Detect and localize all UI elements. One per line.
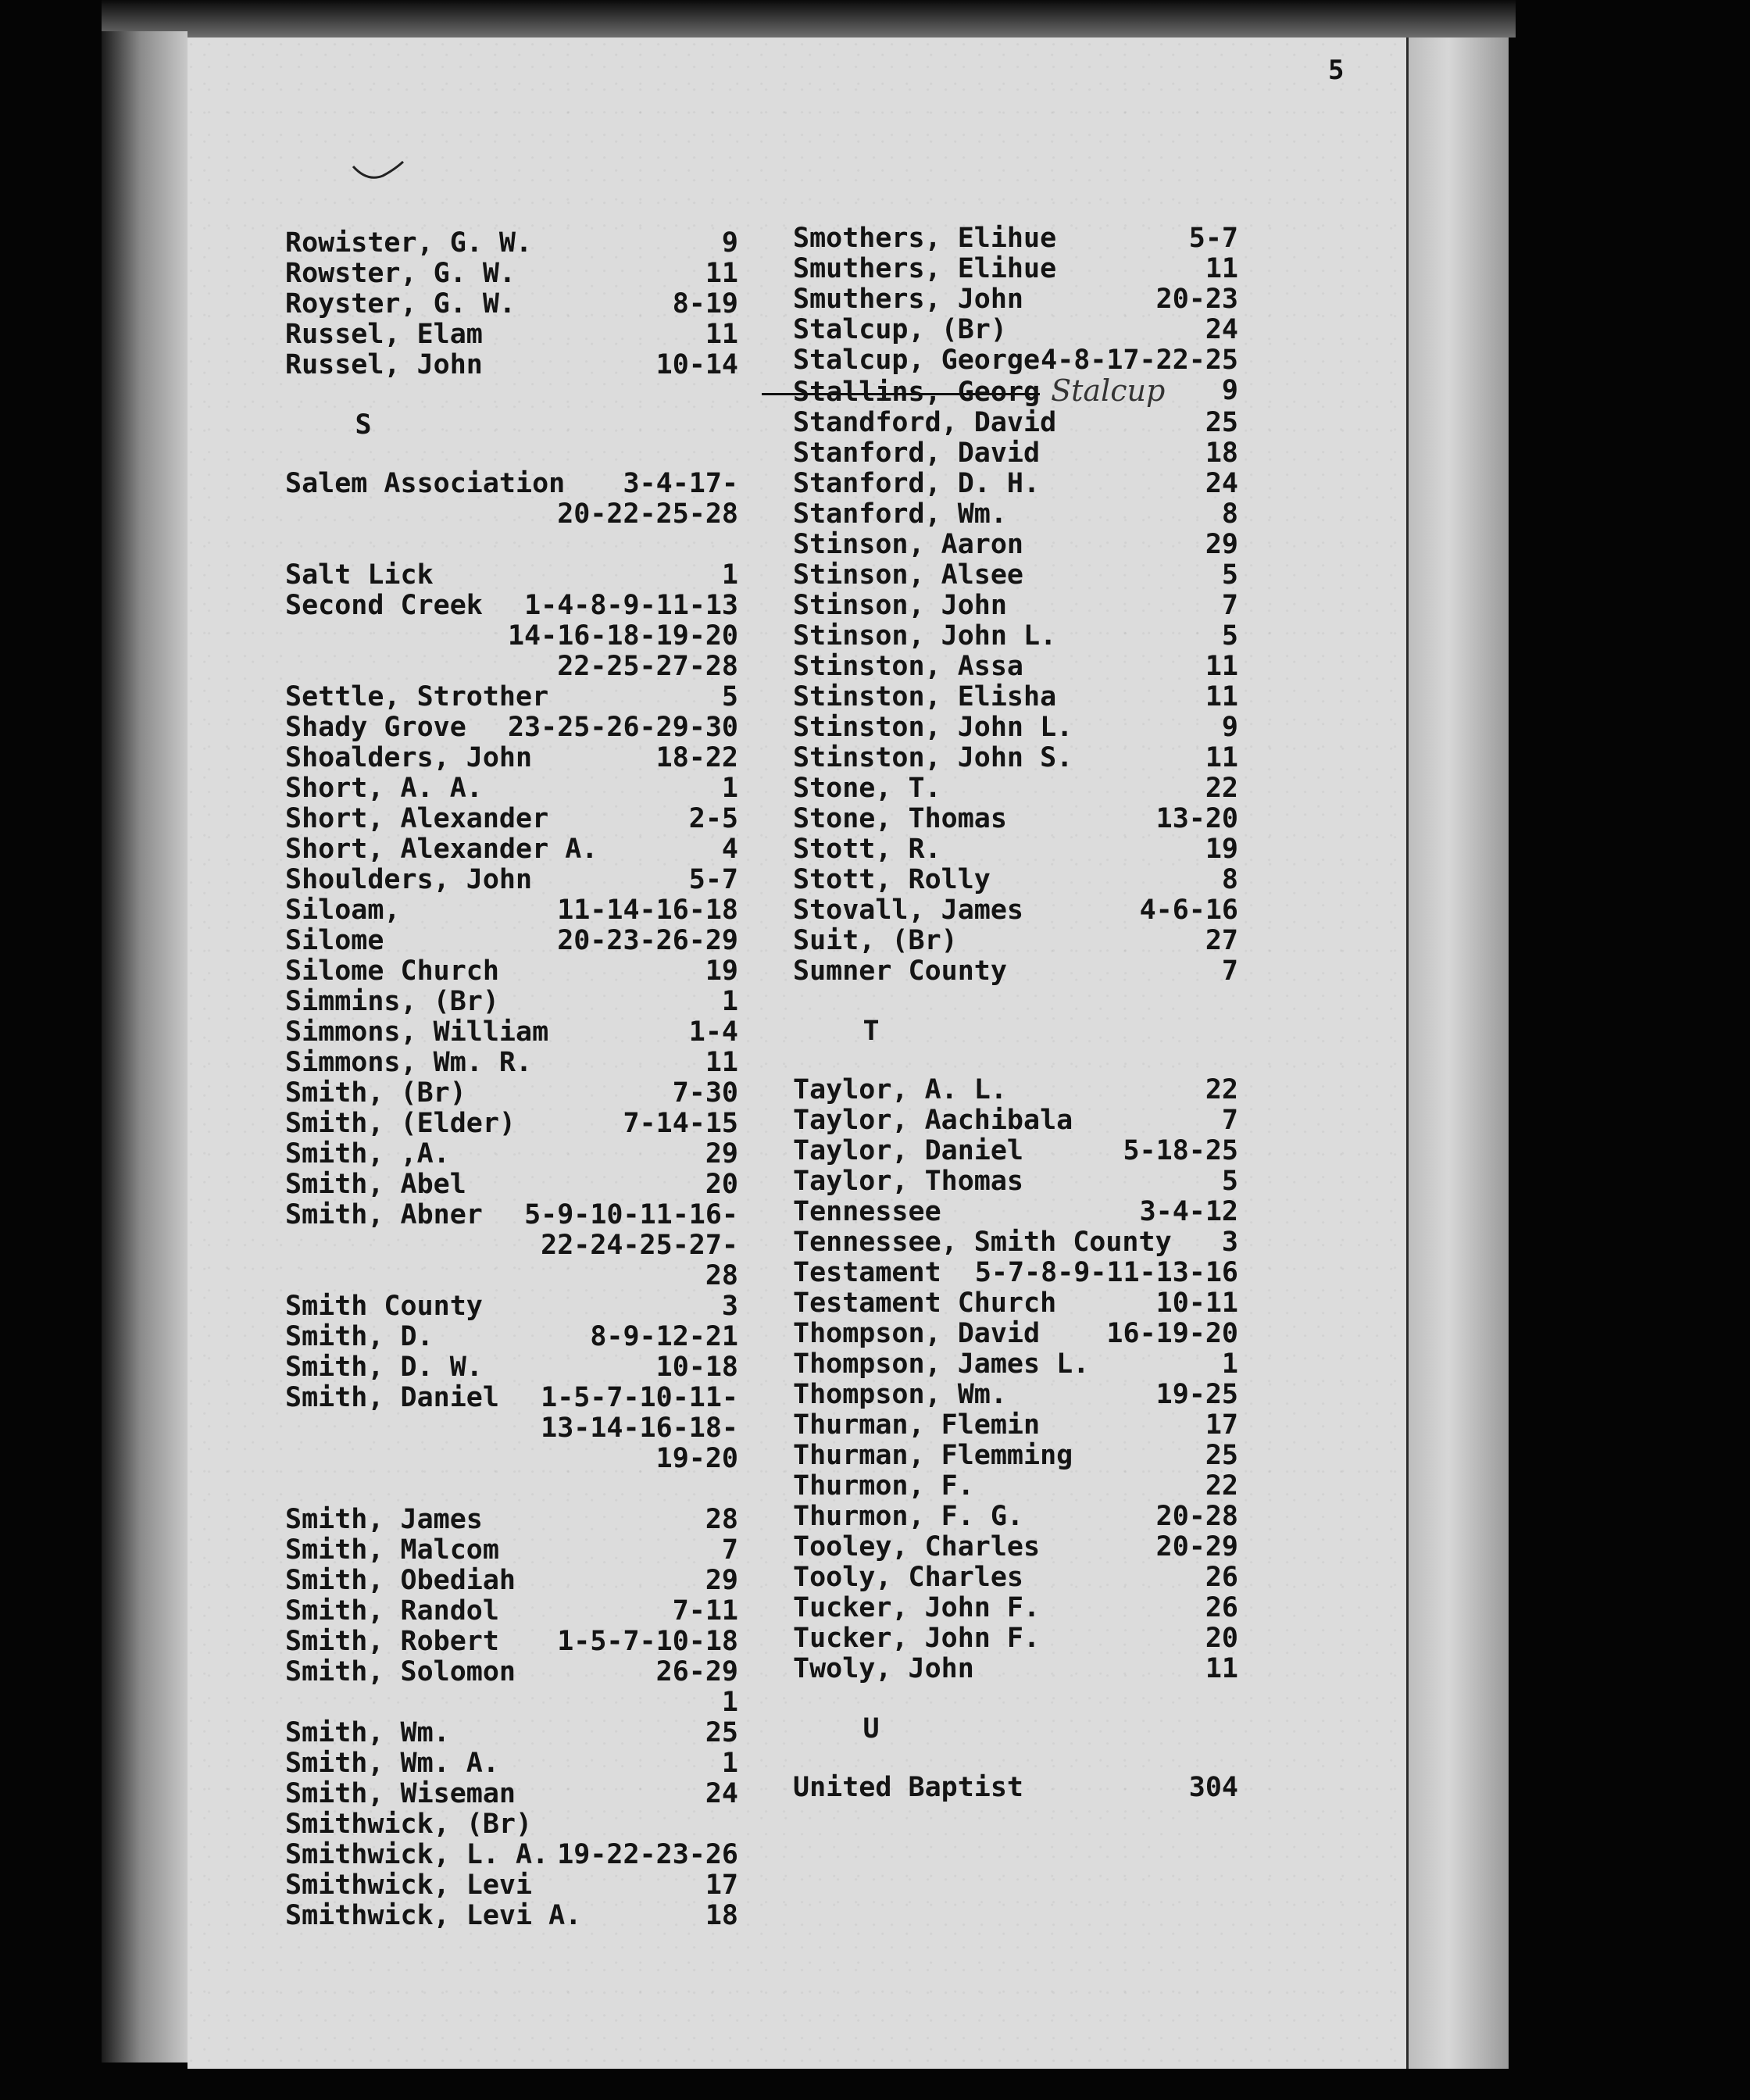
index-entry bbox=[793, 743, 1238, 773]
index-entry bbox=[285, 895, 738, 926]
entry-name: Suit, (Br) bbox=[793, 925, 958, 956]
index-entry bbox=[793, 315, 1238, 345]
entry-pages: 22 bbox=[1205, 1074, 1238, 1105]
entry-pages: 24 bbox=[1205, 468, 1238, 499]
entry-pages: 4-8-17-22-25 bbox=[1041, 345, 1238, 376]
entry-pages: 10-14 bbox=[655, 349, 738, 380]
index-column-left bbox=[285, 228, 738, 1931]
entry-name: Taylor, Daniel bbox=[793, 1135, 1024, 1166]
entry-name: Stinston, John L. bbox=[793, 712, 1073, 743]
entry-pages: 17 bbox=[1205, 1409, 1238, 1441]
entry-name: Smithwick, L. A. bbox=[285, 1839, 549, 1870]
entry-name: Stinson, John L. bbox=[793, 620, 1057, 652]
entry-name: Smith, D. bbox=[285, 1321, 434, 1352]
index-entry bbox=[793, 621, 1238, 652]
entry-name: Salt Lick bbox=[285, 559, 434, 591]
entry-pages: 5 bbox=[1221, 1166, 1238, 1197]
entry-name: Tooley, Charles bbox=[793, 1531, 1041, 1562]
entry-pages: 5-7 bbox=[688, 864, 738, 895]
entry-name: Stinson, John bbox=[793, 590, 1007, 621]
entry-pages: 22 bbox=[1205, 1470, 1238, 1502]
entry-pages: 19-22-23-26 bbox=[557, 1839, 738, 1870]
entry-pages: 27 bbox=[1205, 925, 1238, 956]
entry-name: Stovall, James bbox=[793, 895, 1024, 926]
entry-pages: 7 bbox=[1221, 955, 1238, 987]
index-entry bbox=[793, 652, 1238, 682]
index-entry bbox=[285, 1017, 738, 1048]
entry-name: Smith County bbox=[285, 1291, 483, 1322]
index-entry bbox=[285, 987, 738, 1017]
entry-name: Salem Association bbox=[285, 468, 566, 499]
entry-name: Smith, Abel bbox=[285, 1169, 466, 1200]
entry-name: Smithwick, Levi bbox=[285, 1870, 533, 1901]
entry-pages: 1-5-7-10-11- bbox=[541, 1382, 738, 1413]
index-entry bbox=[793, 1349, 1238, 1380]
entry-pages: 11 bbox=[1205, 651, 1238, 682]
entry-pages: 24 bbox=[705, 1778, 738, 1809]
entry-pages: 8-19 bbox=[672, 288, 738, 320]
entry-name: Thurman, Flemin bbox=[793, 1409, 1041, 1441]
entry-pages: 11 bbox=[1205, 253, 1238, 284]
index-entry bbox=[285, 1170, 738, 1200]
entry-pages: 5-18-25 bbox=[1123, 1135, 1238, 1166]
index-entry bbox=[285, 1200, 738, 1230]
entry-name: Second Creek bbox=[285, 590, 483, 621]
index-entry bbox=[793, 682, 1238, 712]
scan-left-margin bbox=[102, 31, 188, 2062]
entry-name: Stallins, Georg bbox=[793, 377, 1041, 408]
entry-pages: 20-28 bbox=[1155, 1501, 1238, 1532]
index-entry bbox=[285, 1596, 738, 1627]
entry-pages: 8 bbox=[1221, 498, 1238, 530]
index-entry bbox=[285, 1078, 738, 1109]
entry-name: Smith, Randol bbox=[285, 1595, 499, 1627]
entry-pages: 25 bbox=[1205, 1440, 1238, 1471]
index-entry bbox=[793, 284, 1238, 315]
entry-pages: 4-6-16 bbox=[1139, 895, 1238, 926]
index-entry bbox=[285, 773, 738, 804]
entry-pages: 25 bbox=[1205, 407, 1238, 438]
entry-name: Stalcup, George bbox=[793, 345, 1041, 376]
entry-name: Rowister, G. W. bbox=[285, 227, 533, 259]
entry-name: Short, Alexander bbox=[285, 803, 549, 834]
entry-name: Smith, (Elder) bbox=[285, 1108, 516, 1139]
entry-name: Tucker, John F. bbox=[793, 1592, 1041, 1623]
index-entry bbox=[793, 254, 1238, 284]
entry-name: Smithwick, Levi A. bbox=[285, 1900, 582, 1931]
entry-pages: 11 bbox=[705, 1047, 738, 1078]
entry-pages-continued: 22-25-27-28 bbox=[557, 651, 738, 682]
index-entry bbox=[793, 1593, 1238, 1623]
entry-pages: 1 bbox=[721, 986, 738, 1017]
entry-name: Stanford, D. H. bbox=[793, 468, 1041, 499]
entry-pages: 11 bbox=[1205, 742, 1238, 773]
index-entry bbox=[285, 560, 738, 591]
index-entry bbox=[793, 1319, 1238, 1349]
index-entry bbox=[285, 1566, 738, 1596]
spacer bbox=[285, 530, 738, 560]
entry-pages: 9 bbox=[721, 227, 738, 259]
entry-name: Tennessee bbox=[793, 1196, 941, 1227]
entry-pages: 11 bbox=[1205, 681, 1238, 712]
index-entry bbox=[285, 712, 738, 743]
entry-name: Shoalders, John bbox=[285, 742, 533, 773]
scan-top-border bbox=[102, 0, 1516, 38]
index-entry bbox=[793, 373, 1238, 408]
index-entry bbox=[793, 1410, 1238, 1441]
index-entry bbox=[285, 1840, 738, 1870]
entry-name: Testament bbox=[793, 1257, 941, 1288]
entry-pages-continued: 28 bbox=[705, 1260, 738, 1291]
entry-name: Smith, Solomon bbox=[285, 1656, 516, 1688]
entry-pages: 26 bbox=[1205, 1562, 1238, 1593]
entry-name: Tooly, Charles bbox=[793, 1562, 1024, 1593]
index-entry bbox=[793, 345, 1238, 376]
entry-pages: 20-29 bbox=[1155, 1531, 1238, 1562]
index-entry bbox=[793, 1136, 1238, 1166]
index-entry bbox=[285, 1322, 738, 1352]
entry-pages-continued: 14-16-18-19-20 bbox=[507, 620, 738, 652]
entry-pages: 9 bbox=[1221, 375, 1238, 406]
index-entry bbox=[793, 438, 1238, 469]
entry-pages-continued: 13-14-16-18- bbox=[541, 1412, 738, 1444]
entry-name: Testament Church bbox=[793, 1288, 1057, 1319]
entry-pages: 11 bbox=[705, 258, 738, 289]
index-entry bbox=[285, 1352, 738, 1383]
index-entry bbox=[285, 1748, 738, 1779]
index-entry bbox=[285, 865, 738, 895]
entry-name: Thurmon, F. bbox=[793, 1470, 974, 1502]
index-entry bbox=[285, 469, 738, 499]
entry-pages: 8-9-12-21 bbox=[590, 1321, 738, 1352]
index-entry bbox=[285, 1383, 738, 1413]
entry-pages: 29 bbox=[1205, 529, 1238, 560]
entry-name: Stott, R. bbox=[793, 834, 941, 865]
entry-name: Twoly, John bbox=[793, 1653, 974, 1684]
entry-name: Stinston, Assa bbox=[793, 651, 1024, 682]
entry-pages-continued: 19-20 bbox=[655, 1443, 738, 1474]
entry-pages: 19 bbox=[705, 955, 738, 987]
index-entry bbox=[793, 223, 1238, 254]
entry-pages: 18 bbox=[1205, 438, 1238, 469]
pencil-check-mark bbox=[352, 160, 406, 184]
entry-pages: 1 bbox=[721, 1687, 738, 1718]
entry-pages: 1-5-7-10-18 bbox=[557, 1626, 738, 1657]
entry-name: Smith, D. W. bbox=[285, 1352, 483, 1383]
index-entry bbox=[793, 1471, 1238, 1502]
entry-name: Smuthers, Elihue bbox=[793, 253, 1057, 284]
index-entry bbox=[285, 1109, 738, 1139]
index-entry bbox=[793, 1258, 1238, 1288]
entry-pages: 5 bbox=[1221, 559, 1238, 591]
index-entry bbox=[793, 1654, 1238, 1684]
entry-name: Tennessee, Smith County bbox=[793, 1227, 1172, 1258]
entry-name: Smith, Malcom bbox=[285, 1534, 499, 1566]
index-entry bbox=[793, 804, 1238, 834]
index-entry bbox=[285, 682, 738, 712]
entry-name: Thurmon, F. G. bbox=[793, 1501, 1024, 1532]
entry-name: Thompson, David bbox=[793, 1318, 1041, 1349]
index-entry bbox=[793, 773, 1238, 804]
entry-pages: 13-20 bbox=[1155, 803, 1238, 834]
entry-pages: 5-7-8-9-11-13-16 bbox=[974, 1257, 1238, 1288]
entry-pages: 1 bbox=[721, 1748, 738, 1779]
entry-pages: 19-25 bbox=[1155, 1379, 1238, 1410]
index-entry bbox=[793, 1623, 1238, 1654]
entry-pages: 17 bbox=[705, 1870, 738, 1901]
index-entry bbox=[793, 712, 1238, 743]
page-number: 5 bbox=[1328, 55, 1345, 86]
entry-name: Stanford, David bbox=[793, 438, 1041, 469]
entry-pages: 28 bbox=[705, 1504, 738, 1535]
spacer bbox=[285, 1474, 738, 1505]
index-entry bbox=[285, 1139, 738, 1170]
entry-name: Rowster, G. W. bbox=[285, 258, 516, 289]
entry-name: Taylor, A. L. bbox=[793, 1074, 1007, 1105]
entry-name: Smuthers, John bbox=[793, 284, 1024, 315]
entry-name: Smith, Wiseman bbox=[285, 1778, 516, 1809]
entry-pages: 5 bbox=[721, 681, 738, 712]
entry-name: Short, A. A. bbox=[285, 773, 483, 804]
entry-name: Stone, T. bbox=[793, 773, 941, 804]
entry-pages: 1 bbox=[1221, 1348, 1238, 1380]
entry-name: Standford, David bbox=[793, 407, 1057, 438]
entry-name: Smith, Obediah bbox=[285, 1565, 516, 1596]
index-entry bbox=[285, 289, 738, 320]
entry-pages: 1 bbox=[721, 773, 738, 804]
entry-pages: 7-30 bbox=[672, 1077, 738, 1109]
entry-name: Siloam, bbox=[285, 895, 401, 926]
entry-name: Stinston, John S. bbox=[793, 742, 1073, 773]
entry-pages: 5-7 bbox=[1188, 223, 1238, 254]
index-column-right bbox=[793, 223, 1238, 1803]
index-entry bbox=[793, 1105, 1238, 1136]
entry-name: Silome bbox=[285, 925, 384, 956]
entry-pages: 23-25-26-29-30 bbox=[507, 712, 738, 743]
entry-pages: 7 bbox=[1221, 590, 1238, 621]
index-entry bbox=[285, 804, 738, 834]
entry-name: Smith, (Br) bbox=[285, 1077, 466, 1109]
index-entry bbox=[793, 1075, 1238, 1105]
index-entry bbox=[793, 834, 1238, 865]
entry-pages: 20 bbox=[1205, 1623, 1238, 1654]
entry-pages-continued: 20-22-25-28 bbox=[557, 498, 738, 530]
index-entry bbox=[793, 1562, 1238, 1593]
entry-pages: 7 bbox=[1221, 1105, 1238, 1136]
index-entry bbox=[793, 865, 1238, 895]
index-entry bbox=[793, 408, 1238, 438]
entry-name: Silome Church bbox=[285, 955, 499, 987]
entry-name: Smith, Daniel bbox=[285, 1382, 499, 1413]
entry-name: Stanford, Wm. bbox=[793, 498, 1007, 530]
entry-name: Smith, Abner bbox=[285, 1199, 483, 1230]
entry-name: Simmins, (Br) bbox=[285, 986, 499, 1017]
index-entry bbox=[285, 350, 738, 380]
index-entry bbox=[285, 591, 738, 621]
entry-name: Thompson, Wm. bbox=[793, 1379, 1007, 1410]
entry-pages: 11-14-16-18 bbox=[557, 895, 738, 926]
entry-pages: 20 bbox=[705, 1169, 738, 1200]
entry-pages: 29 bbox=[705, 1138, 738, 1170]
index-entry bbox=[793, 895, 1238, 926]
entry-name: Smith, Wm. bbox=[285, 1717, 450, 1748]
index-entry bbox=[793, 1227, 1238, 1258]
entry-pages: 4 bbox=[721, 834, 738, 865]
entry-name: Short, Alexander A. bbox=[285, 834, 598, 865]
entry-pages: 10-18 bbox=[655, 1352, 738, 1383]
index-entry bbox=[793, 1166, 1238, 1197]
entry-pages: 1 bbox=[721, 559, 738, 591]
entry-pages: 5 bbox=[1221, 620, 1238, 652]
entry-name: Taylor, Aachibala bbox=[793, 1105, 1073, 1136]
index-entry bbox=[793, 926, 1238, 956]
index-entry bbox=[793, 499, 1238, 530]
entry-pages: 7 bbox=[721, 1534, 738, 1566]
entry-name: Sumner County bbox=[793, 955, 1007, 987]
index-entry bbox=[285, 1901, 738, 1931]
section-letter: T bbox=[862, 1016, 880, 1047]
entry-pages: 11 bbox=[1205, 1653, 1238, 1684]
index-entry bbox=[285, 1657, 738, 1688]
entry-name: Simmons, Wm. R. bbox=[285, 1047, 533, 1078]
entry-pages: 20-23-26-29 bbox=[557, 925, 738, 956]
entry-name: Simmons, William bbox=[285, 1016, 549, 1048]
entry-pages: 16-19-20 bbox=[1106, 1318, 1238, 1349]
entry-name: Russel, John bbox=[285, 349, 483, 380]
entry-pages: 25 bbox=[705, 1717, 738, 1748]
index-entry bbox=[793, 530, 1238, 560]
entry-name: Royster, G. W. bbox=[285, 288, 516, 320]
entry-name: Stott, Rolly bbox=[793, 864, 991, 895]
entry-pages: 9 bbox=[1221, 712, 1238, 743]
entry-pages: 3 bbox=[1221, 1227, 1238, 1258]
index-entry bbox=[285, 834, 738, 865]
entry-name: Russel, Elam bbox=[285, 319, 483, 350]
entry-name: Shoulders, John bbox=[285, 864, 533, 895]
entry-name: Smith, Wm. A. bbox=[285, 1748, 499, 1779]
entry-pages: 5-9-10-11-16- bbox=[524, 1199, 738, 1230]
entry-name: Taylor, Thomas bbox=[793, 1166, 1024, 1197]
index-entry bbox=[285, 1870, 738, 1901]
index-entry bbox=[793, 1532, 1238, 1562]
index-entry bbox=[793, 560, 1238, 591]
index-entry bbox=[285, 1291, 738, 1322]
entry-pages: 1-4-8-9-11-13 bbox=[524, 590, 738, 621]
entry-pages: 7-11 bbox=[672, 1595, 738, 1627]
index-entry bbox=[793, 1502, 1238, 1532]
entry-name: Thompson, James L. bbox=[793, 1348, 1090, 1380]
index-entry bbox=[793, 956, 1238, 987]
entry-pages: 19 bbox=[1205, 834, 1238, 865]
entry-name: Smith, Robert bbox=[285, 1626, 499, 1657]
entry-pages: 3-4-17- bbox=[623, 468, 738, 499]
entry-pages: 3 bbox=[721, 1291, 738, 1322]
entry-name: Shady Grove bbox=[285, 712, 466, 743]
index-entry bbox=[285, 1535, 738, 1566]
entry-pages-continued: 22-24-25-27- bbox=[541, 1230, 738, 1261]
index-entry bbox=[285, 1627, 738, 1657]
index-entry bbox=[285, 743, 738, 773]
index-entry bbox=[285, 1809, 738, 1840]
index-entry bbox=[793, 1773, 1238, 1803]
index-entry bbox=[285, 956, 738, 987]
index-entry bbox=[793, 1380, 1238, 1410]
index-entry bbox=[285, 926, 738, 956]
entry-pages: 26-29 bbox=[655, 1656, 738, 1688]
entry-pages: 1-4 bbox=[688, 1016, 738, 1048]
handwritten-correction: Stalcup bbox=[1051, 373, 1166, 408]
index-entry bbox=[793, 469, 1238, 499]
index-entry bbox=[285, 259, 738, 289]
index-entry bbox=[285, 228, 738, 259]
entry-name: United Baptist bbox=[793, 1772, 1024, 1803]
entry-name: Stone, Thomas bbox=[793, 803, 1007, 834]
entry-name: Stinson, Alsee bbox=[793, 559, 1024, 591]
entry-pages: 7-14-15 bbox=[623, 1108, 738, 1139]
entry-pages: 22 bbox=[1205, 773, 1238, 804]
entry-name: Settle, Strother bbox=[285, 681, 549, 712]
section-letter: U bbox=[862, 1713, 880, 1745]
entry-name: Stinson, Aaron bbox=[793, 529, 1024, 560]
page-right-edge bbox=[1406, 38, 1509, 2069]
entry-pages: 18 bbox=[705, 1900, 738, 1931]
entry-pages: 20-23 bbox=[1155, 284, 1238, 315]
entry-pages: 29 bbox=[705, 1565, 738, 1596]
entry-name: Smith, James bbox=[285, 1504, 483, 1535]
section-letter: S bbox=[355, 409, 372, 441]
index-entry bbox=[793, 1441, 1238, 1471]
entry-pages: 18-22 bbox=[655, 742, 738, 773]
index-entry bbox=[285, 1718, 738, 1748]
entry-name: Tucker, John F. bbox=[793, 1623, 1041, 1654]
entry-pages: 11 bbox=[705, 319, 738, 350]
index-entry bbox=[793, 591, 1238, 621]
index-entry bbox=[285, 1688, 738, 1718]
index-entry bbox=[285, 1505, 738, 1535]
entry-name: Smithwick, (Br) bbox=[285, 1809, 533, 1840]
entry-pages: 8 bbox=[1221, 864, 1238, 895]
entry-pages: 10-11 bbox=[1155, 1288, 1238, 1319]
entry-pages: 304 bbox=[1188, 1772, 1238, 1803]
entry-name: Stinston, Elisha bbox=[793, 681, 1057, 712]
entry-pages: 3-4-12 bbox=[1139, 1196, 1238, 1227]
entry-pages: 26 bbox=[1205, 1592, 1238, 1623]
entry-pages: 2-5 bbox=[688, 803, 738, 834]
entry-name: Smith, ,A. bbox=[285, 1138, 450, 1170]
entry-name: Stalcup, (Br) bbox=[793, 314, 1007, 345]
index-entry bbox=[285, 1779, 738, 1809]
entry-name: Thurman, Flemming bbox=[793, 1440, 1073, 1471]
entry-pages: 24 bbox=[1205, 314, 1238, 345]
entry-name: Smothers, Elihue bbox=[793, 223, 1057, 254]
index-entry bbox=[793, 1288, 1238, 1319]
index-entry bbox=[285, 320, 738, 350]
index-entry bbox=[793, 1197, 1238, 1227]
index-entry bbox=[285, 1048, 738, 1078]
